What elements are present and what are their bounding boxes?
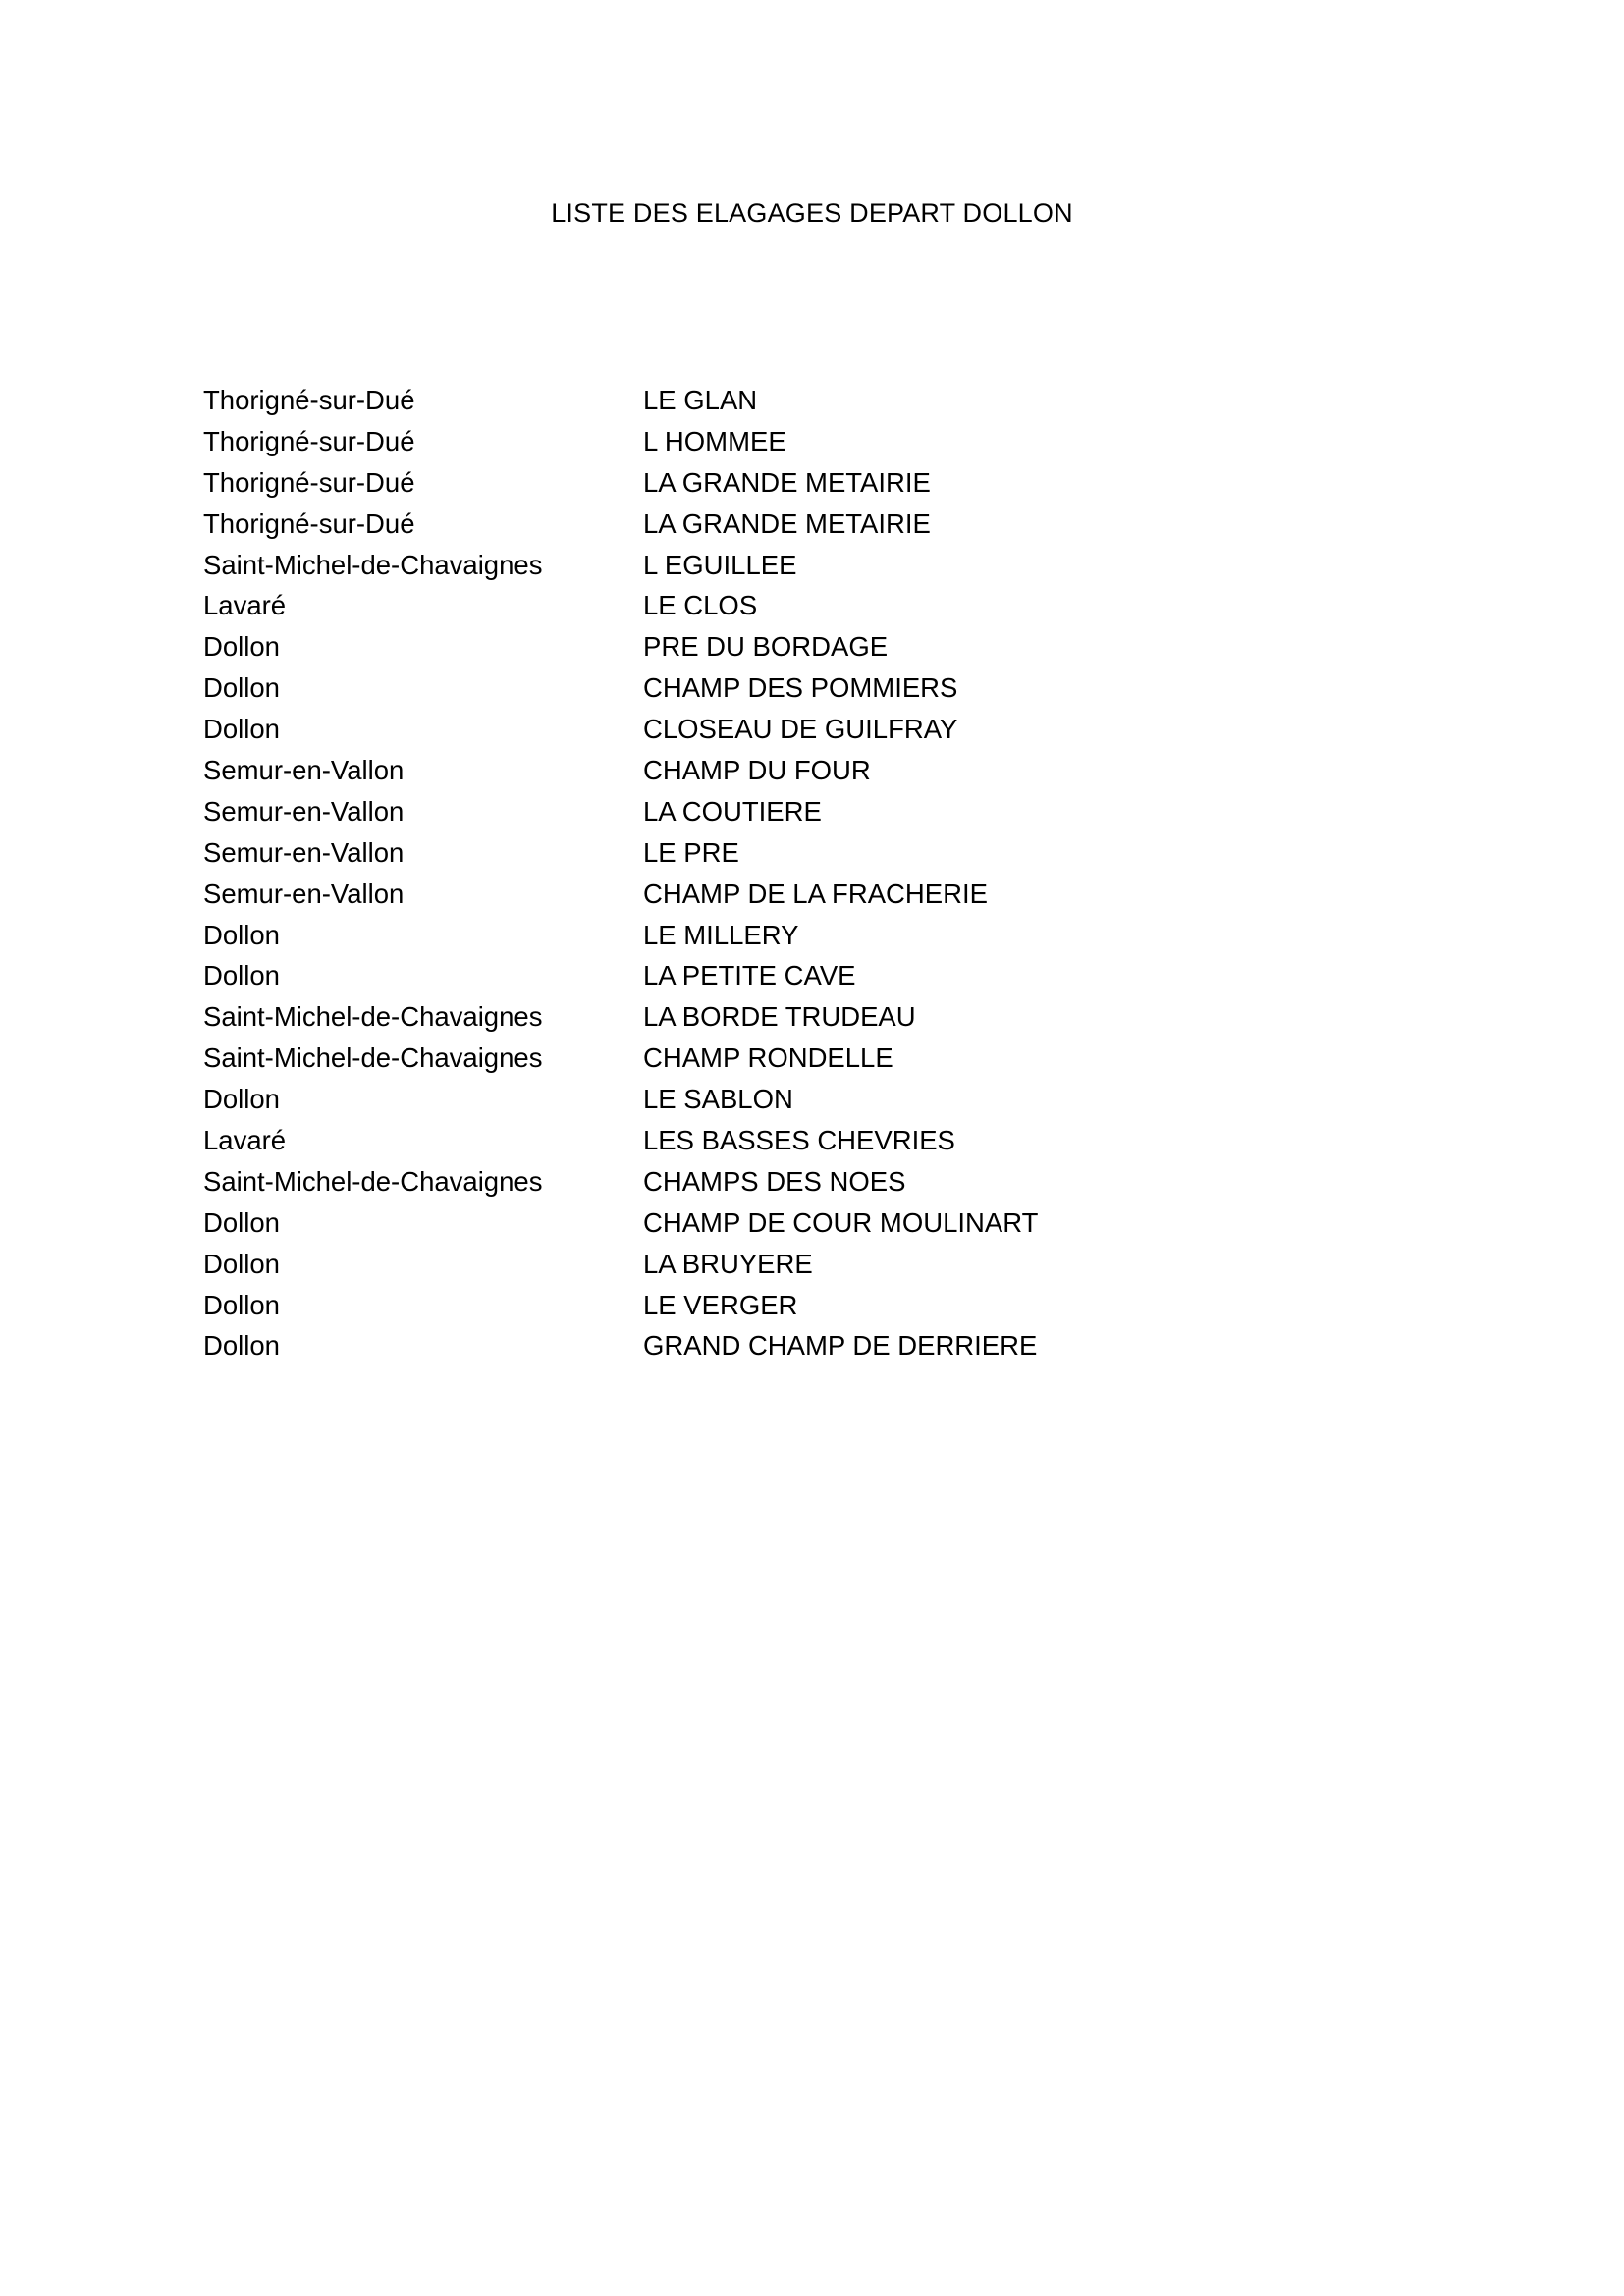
- lieu-cell: CHAMP DES POMMIERS: [643, 672, 958, 704]
- lieu-cell: LE MILLERY: [643, 919, 799, 950]
- commune-cell: Thorigné-sur-Dué: [203, 425, 415, 456]
- lieu-cell: LA GRANDE METAIRIE: [643, 507, 931, 539]
- list-row: [203, 1248, 1480, 1289]
- lieu-cell: L EGUILLEE: [643, 549, 797, 580]
- lieu-cell: GRAND CHAMP DE DERRIERE: [643, 1330, 1038, 1362]
- commune-cell: Lavaré: [203, 590, 287, 621]
- lieu-cell: LA COUTIERE: [643, 795, 822, 827]
- list-row: [203, 1124, 1480, 1165]
- commune-cell: Dollon: [203, 919, 280, 950]
- commune-cell: Dollon: [203, 1289, 280, 1320]
- commune-cell: Thorigné-sur-Dué: [203, 385, 415, 415]
- list-row: [203, 1165, 1480, 1206]
- list-row: [203, 795, 1480, 836]
- lieu-cell: CHAMPS DES NOES: [643, 1165, 906, 1197]
- list-row: [203, 836, 1480, 878]
- list-row: [203, 754, 1480, 795]
- commune-cell: Lavaré: [203, 1125, 287, 1156]
- commune-cell: Semur-en-Vallon: [203, 755, 405, 786]
- commune-cell: Dollon: [203, 1084, 280, 1115]
- lieu-cell: LE PRE: [643, 836, 739, 868]
- commune-cell: Semur-en-Vallon: [203, 795, 405, 827]
- commune-cell: Dollon: [203, 1206, 280, 1238]
- lieu-cell: LA GRANDE METAIRIE: [643, 466, 931, 498]
- commune-cell: Dollon: [203, 1248, 280, 1279]
- commune-cell: Thorigné-sur-Dué: [203, 507, 415, 539]
- lieu-cell: LE CLOS: [643, 590, 758, 621]
- list-row: [203, 919, 1480, 960]
- lieu-cell: CLOSEAU DE GUILFRAY: [643, 714, 958, 745]
- list-row: [203, 589, 1480, 630]
- commune-cell: Dollon: [203, 714, 280, 745]
- commune-cell: Dollon: [203, 960, 280, 991]
- list-row: [203, 713, 1480, 754]
- list-row: [203, 466, 1480, 507]
- commune-cell: Saint-Michel-de-Chavaignes: [203, 1042, 543, 1074]
- lieu-cell: LE VERGER: [643, 1289, 798, 1320]
- lieu-cell: CHAMP DE LA FRACHERIE: [643, 878, 988, 909]
- list-row: [203, 1000, 1480, 1041]
- commune-cell: Semur-en-Vallon: [203, 836, 405, 868]
- commune-cell: Dollon: [203, 1330, 280, 1362]
- list-row: [203, 549, 1480, 590]
- commune-cell: Thorigné-sur-Dué: [203, 466, 415, 498]
- commune-cell: Saint-Michel-de-Chavaignes: [203, 1165, 543, 1197]
- list-row: [203, 1289, 1480, 1330]
- list-row: [203, 671, 1480, 713]
- lieu-cell: LES BASSES CHEVRIES: [643, 1125, 955, 1156]
- commune-cell: Dollon: [203, 631, 280, 663]
- list-row: [203, 1329, 1480, 1370]
- commune-cell: Semur-en-Vallon: [203, 878, 405, 909]
- lieu-cell: L HOMMEE: [643, 425, 786, 456]
- commune-cell: Saint-Michel-de-Chavaignes: [203, 549, 543, 580]
- list-row: [203, 384, 1480, 425]
- lieu-cell: CHAMP RONDELLE: [643, 1042, 893, 1074]
- page-title: LISTE DES ELAGAGES DEPART DOLLON: [551, 198, 1073, 228]
- list-row: [203, 1083, 1480, 1124]
- list-row: [203, 630, 1480, 671]
- elagage-list: [203, 384, 1480, 1370]
- lieu-cell: PRE DU BORDAGE: [643, 631, 889, 663]
- lieu-cell: LA PETITE CAVE: [643, 960, 856, 991]
- lieu-cell: LE GLAN: [643, 385, 758, 415]
- lieu-cell: LE SABLON: [643, 1084, 793, 1115]
- list-row: [203, 1041, 1480, 1083]
- list-row: [203, 425, 1480, 466]
- list-row: [203, 959, 1480, 1000]
- lieu-cell: CHAMP DU FOUR: [643, 755, 871, 786]
- commune-cell: Dollon: [203, 672, 280, 704]
- list-row: [203, 878, 1480, 919]
- list-row: [203, 507, 1480, 549]
- list-row: [203, 1206, 1480, 1248]
- lieu-cell: LA BRUYERE: [643, 1248, 813, 1279]
- lieu-cell: LA BORDE TRUDEAU: [643, 1001, 916, 1033]
- commune-cell: Saint-Michel-de-Chavaignes: [203, 1001, 543, 1033]
- lieu-cell: CHAMP DE COUR MOULINART: [643, 1206, 1039, 1238]
